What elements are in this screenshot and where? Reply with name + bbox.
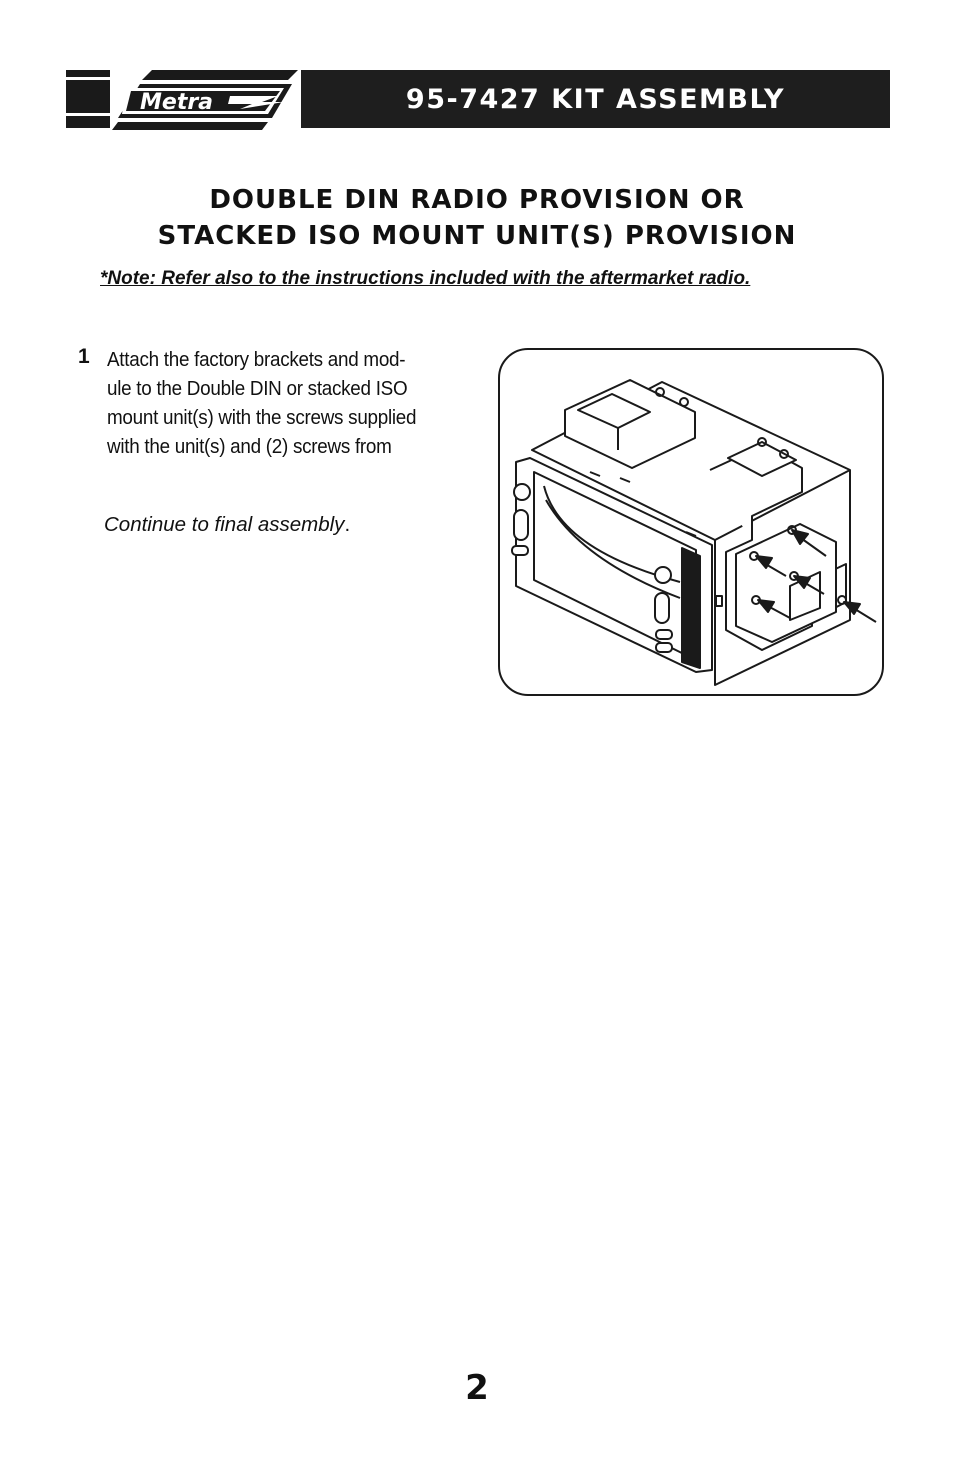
step-line: ule to the Double DIN or stacked ISO (107, 377, 408, 400)
step-text (107, 345, 475, 461)
continue-punct: . (344, 513, 351, 536)
page-title: 95-7427 KIT ASSEMBLY (405, 83, 786, 115)
section-heading (0, 182, 954, 254)
step-line: mount unit(s) with the screws supplied (107, 406, 417, 429)
header-bars (66, 70, 110, 128)
assembly-illustration (498, 348, 884, 696)
step-line: with the unit(s) and (2) screws from (107, 435, 392, 458)
section-heading-line2: STACKED ISO MOUNT UNIT(S) PROVISION (157, 221, 797, 251)
continue-instruction (104, 513, 350, 537)
logo-text: Metra (140, 90, 214, 115)
metra-logo (112, 66, 298, 132)
section-heading-line1: DOUBLE DIN RADIO PROVISION OR (209, 185, 745, 215)
step-number: 1 (78, 345, 90, 368)
page-number: 2 (465, 1368, 489, 1408)
continue-text: Continue to final assembly (104, 513, 345, 536)
note: *Note: Refer also to the instructions included with the aftermarket radio. (100, 268, 751, 289)
radio-bracket-drawing (500, 350, 882, 694)
step-line: Attach the factory brackets and mod- (107, 348, 406, 371)
page-title-bar (301, 70, 890, 128)
